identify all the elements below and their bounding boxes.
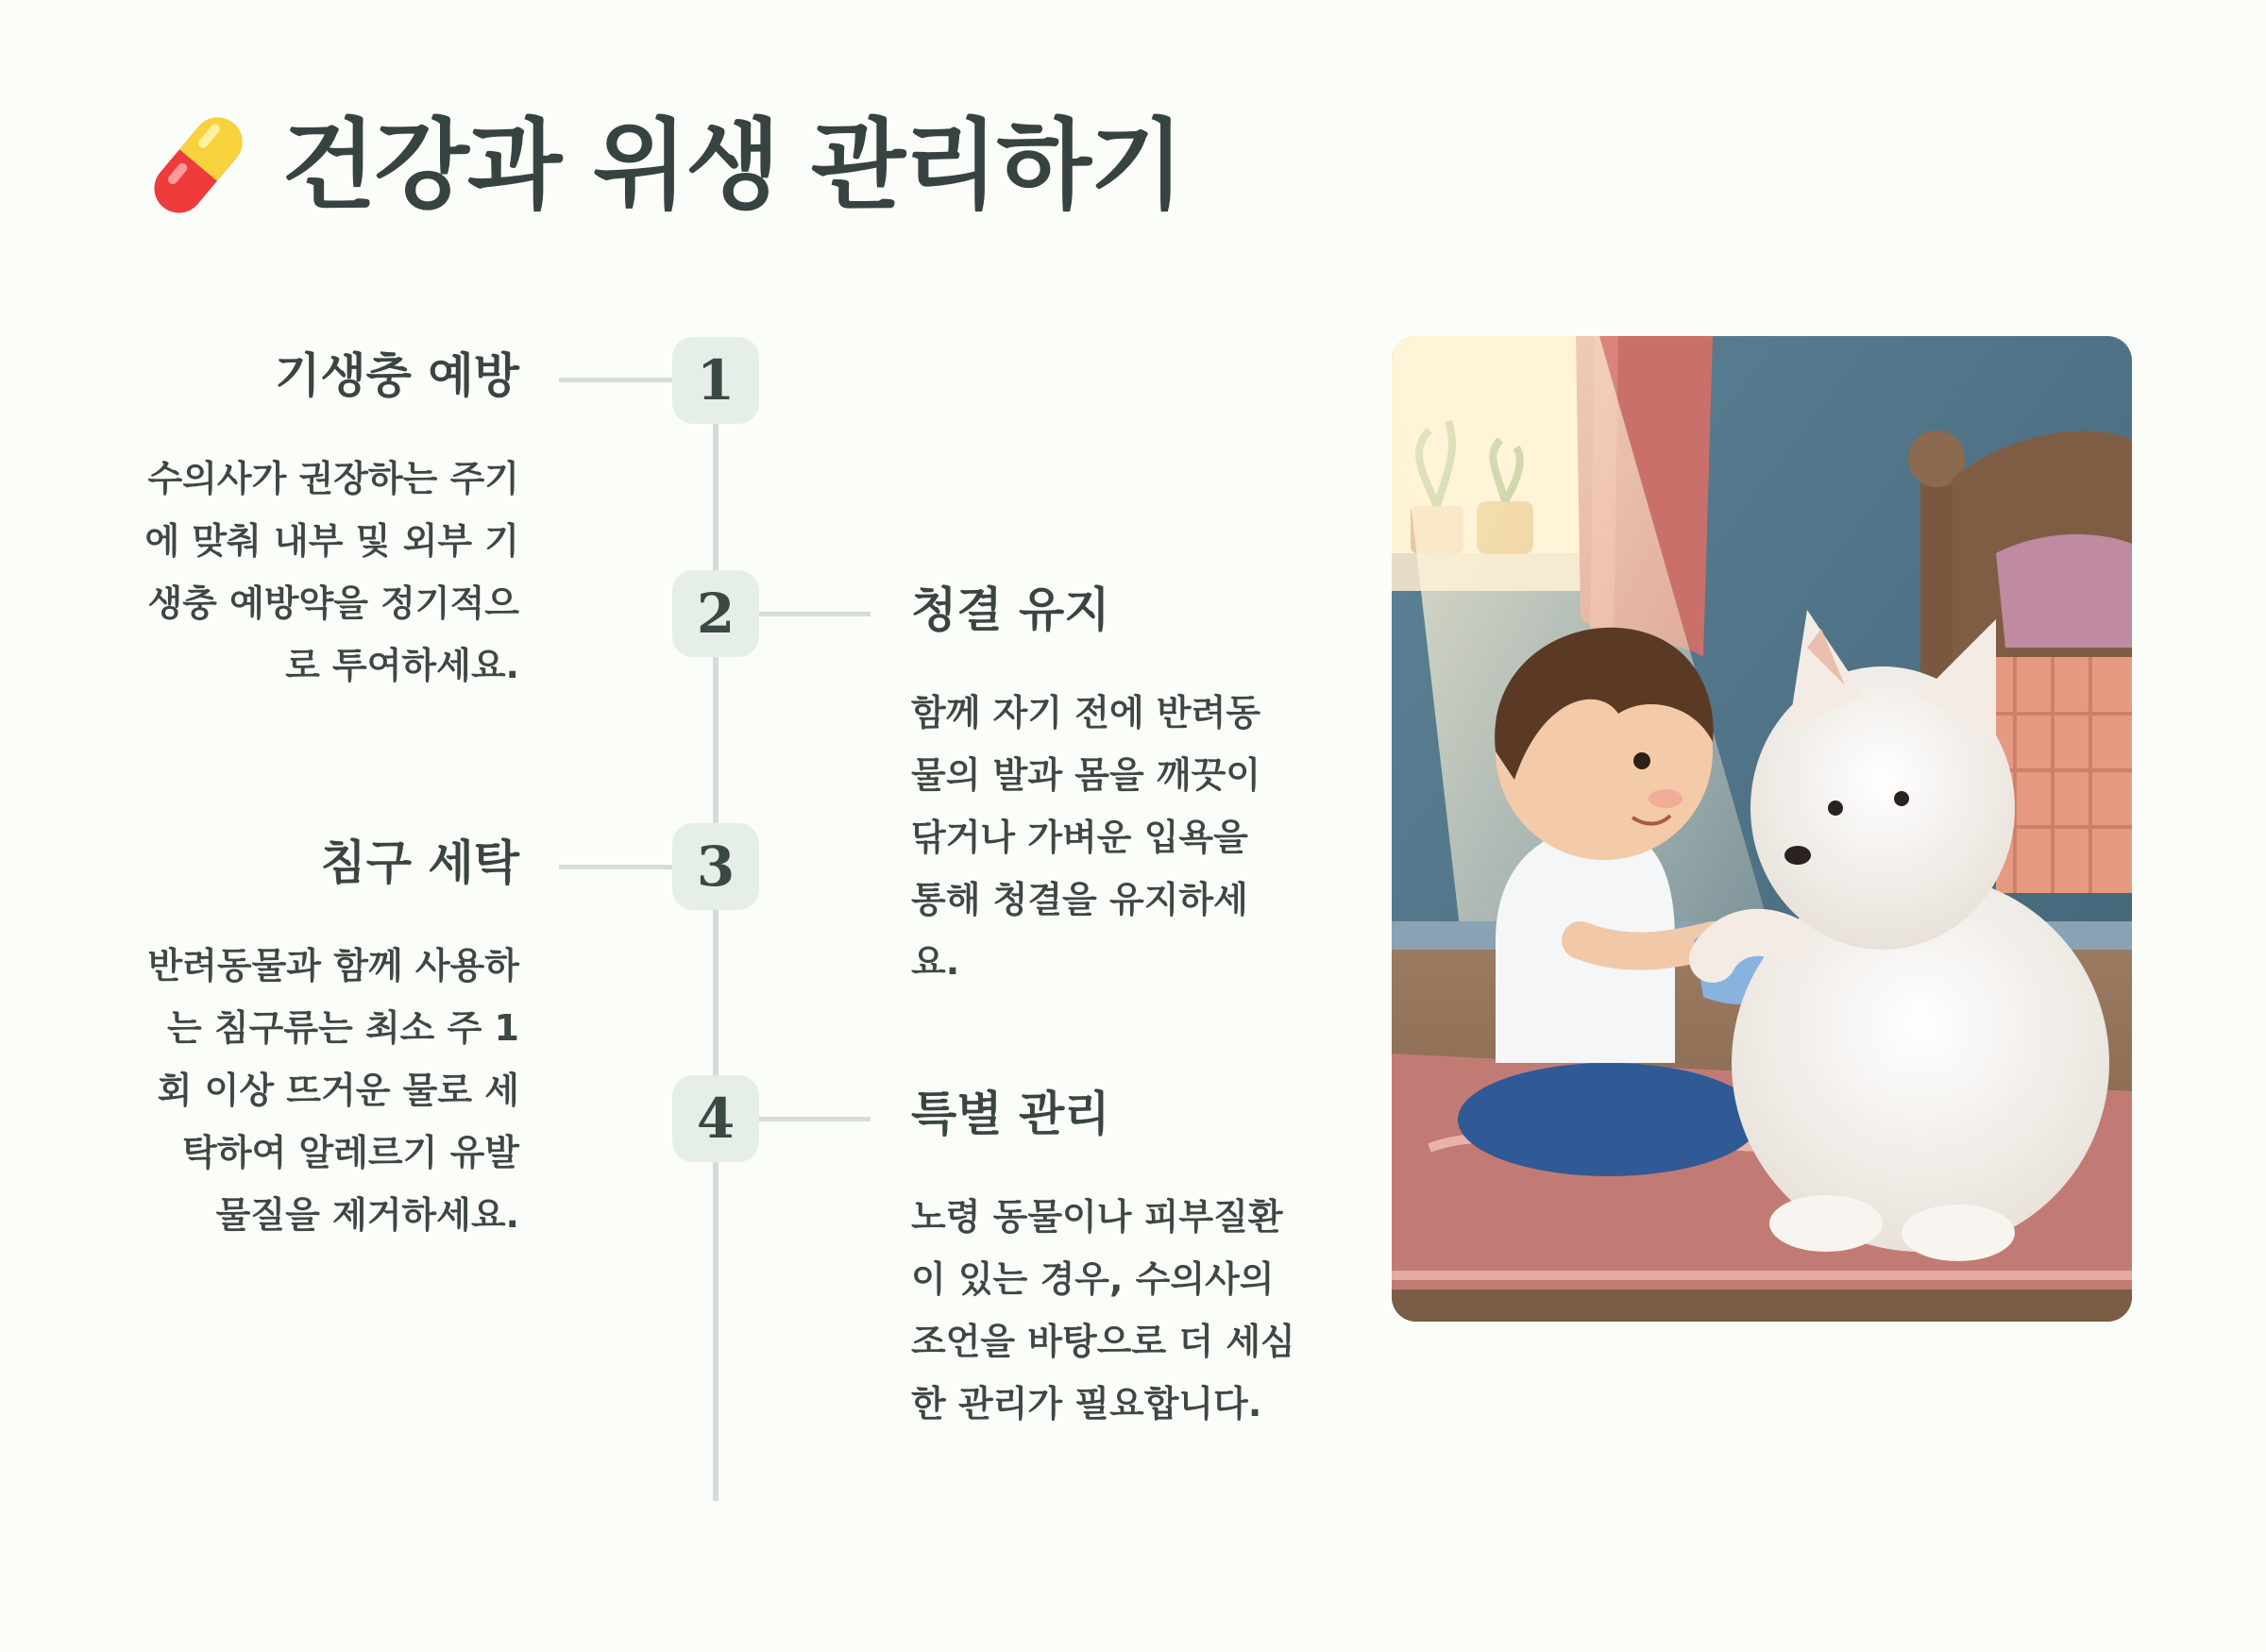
step-1-description: 수의사가 권장하는 주기에 맞춰 내부 및 외부 기생충 예방약을 정기적으로 투여하세요. — [144, 458, 519, 686]
step-2-connector — [759, 612, 871, 616]
step-3-title: 침구 세탁 — [320, 835, 519, 890]
step-3-badge: 3 — [672, 823, 759, 910]
step-3-connector — [559, 865, 672, 869]
step-4-title: 특별 관리 — [911, 1087, 1110, 1141]
timeline-line — [713, 378, 719, 1501]
step-1-badge: 1 — [672, 337, 759, 424]
step-4-description: 노령 동물이나 피부질환이 있는 경우, 수의사의 조언을 바탕으로 더 세심한 관리가 필요합니다. — [911, 1196, 1295, 1424]
step-4-badge: 4 — [672, 1075, 759, 1162]
step-2-description: 함께 자기 전에 반려동물의 발과 몸을 깨끗이 닦거나 가벼운 입욕을 통해 청결을 유지하세요. — [911, 692, 1261, 983]
step-4-connector — [759, 1117, 871, 1121]
page-title: 건강과 위생 관리하기 — [281, 108, 1183, 223]
child-cleaning-puppy-illustration — [1392, 336, 2132, 1322]
step-3-description: 반려동물과 함께 사용하는 침구류는 최소 주 1회 이상 뜨거운 물로 세탁하여 알레르기 유발 물질을 제거하세요. — [147, 945, 519, 1236]
step-2-title: 청결 유지 — [911, 582, 1110, 637]
page-header — [142, 104, 1183, 227]
step-1-title: 기생충 예방 — [275, 348, 519, 403]
pill-icon — [142, 109, 255, 222]
step-1-connector — [559, 378, 672, 382]
step-2-badge: 2 — [672, 570, 759, 657]
